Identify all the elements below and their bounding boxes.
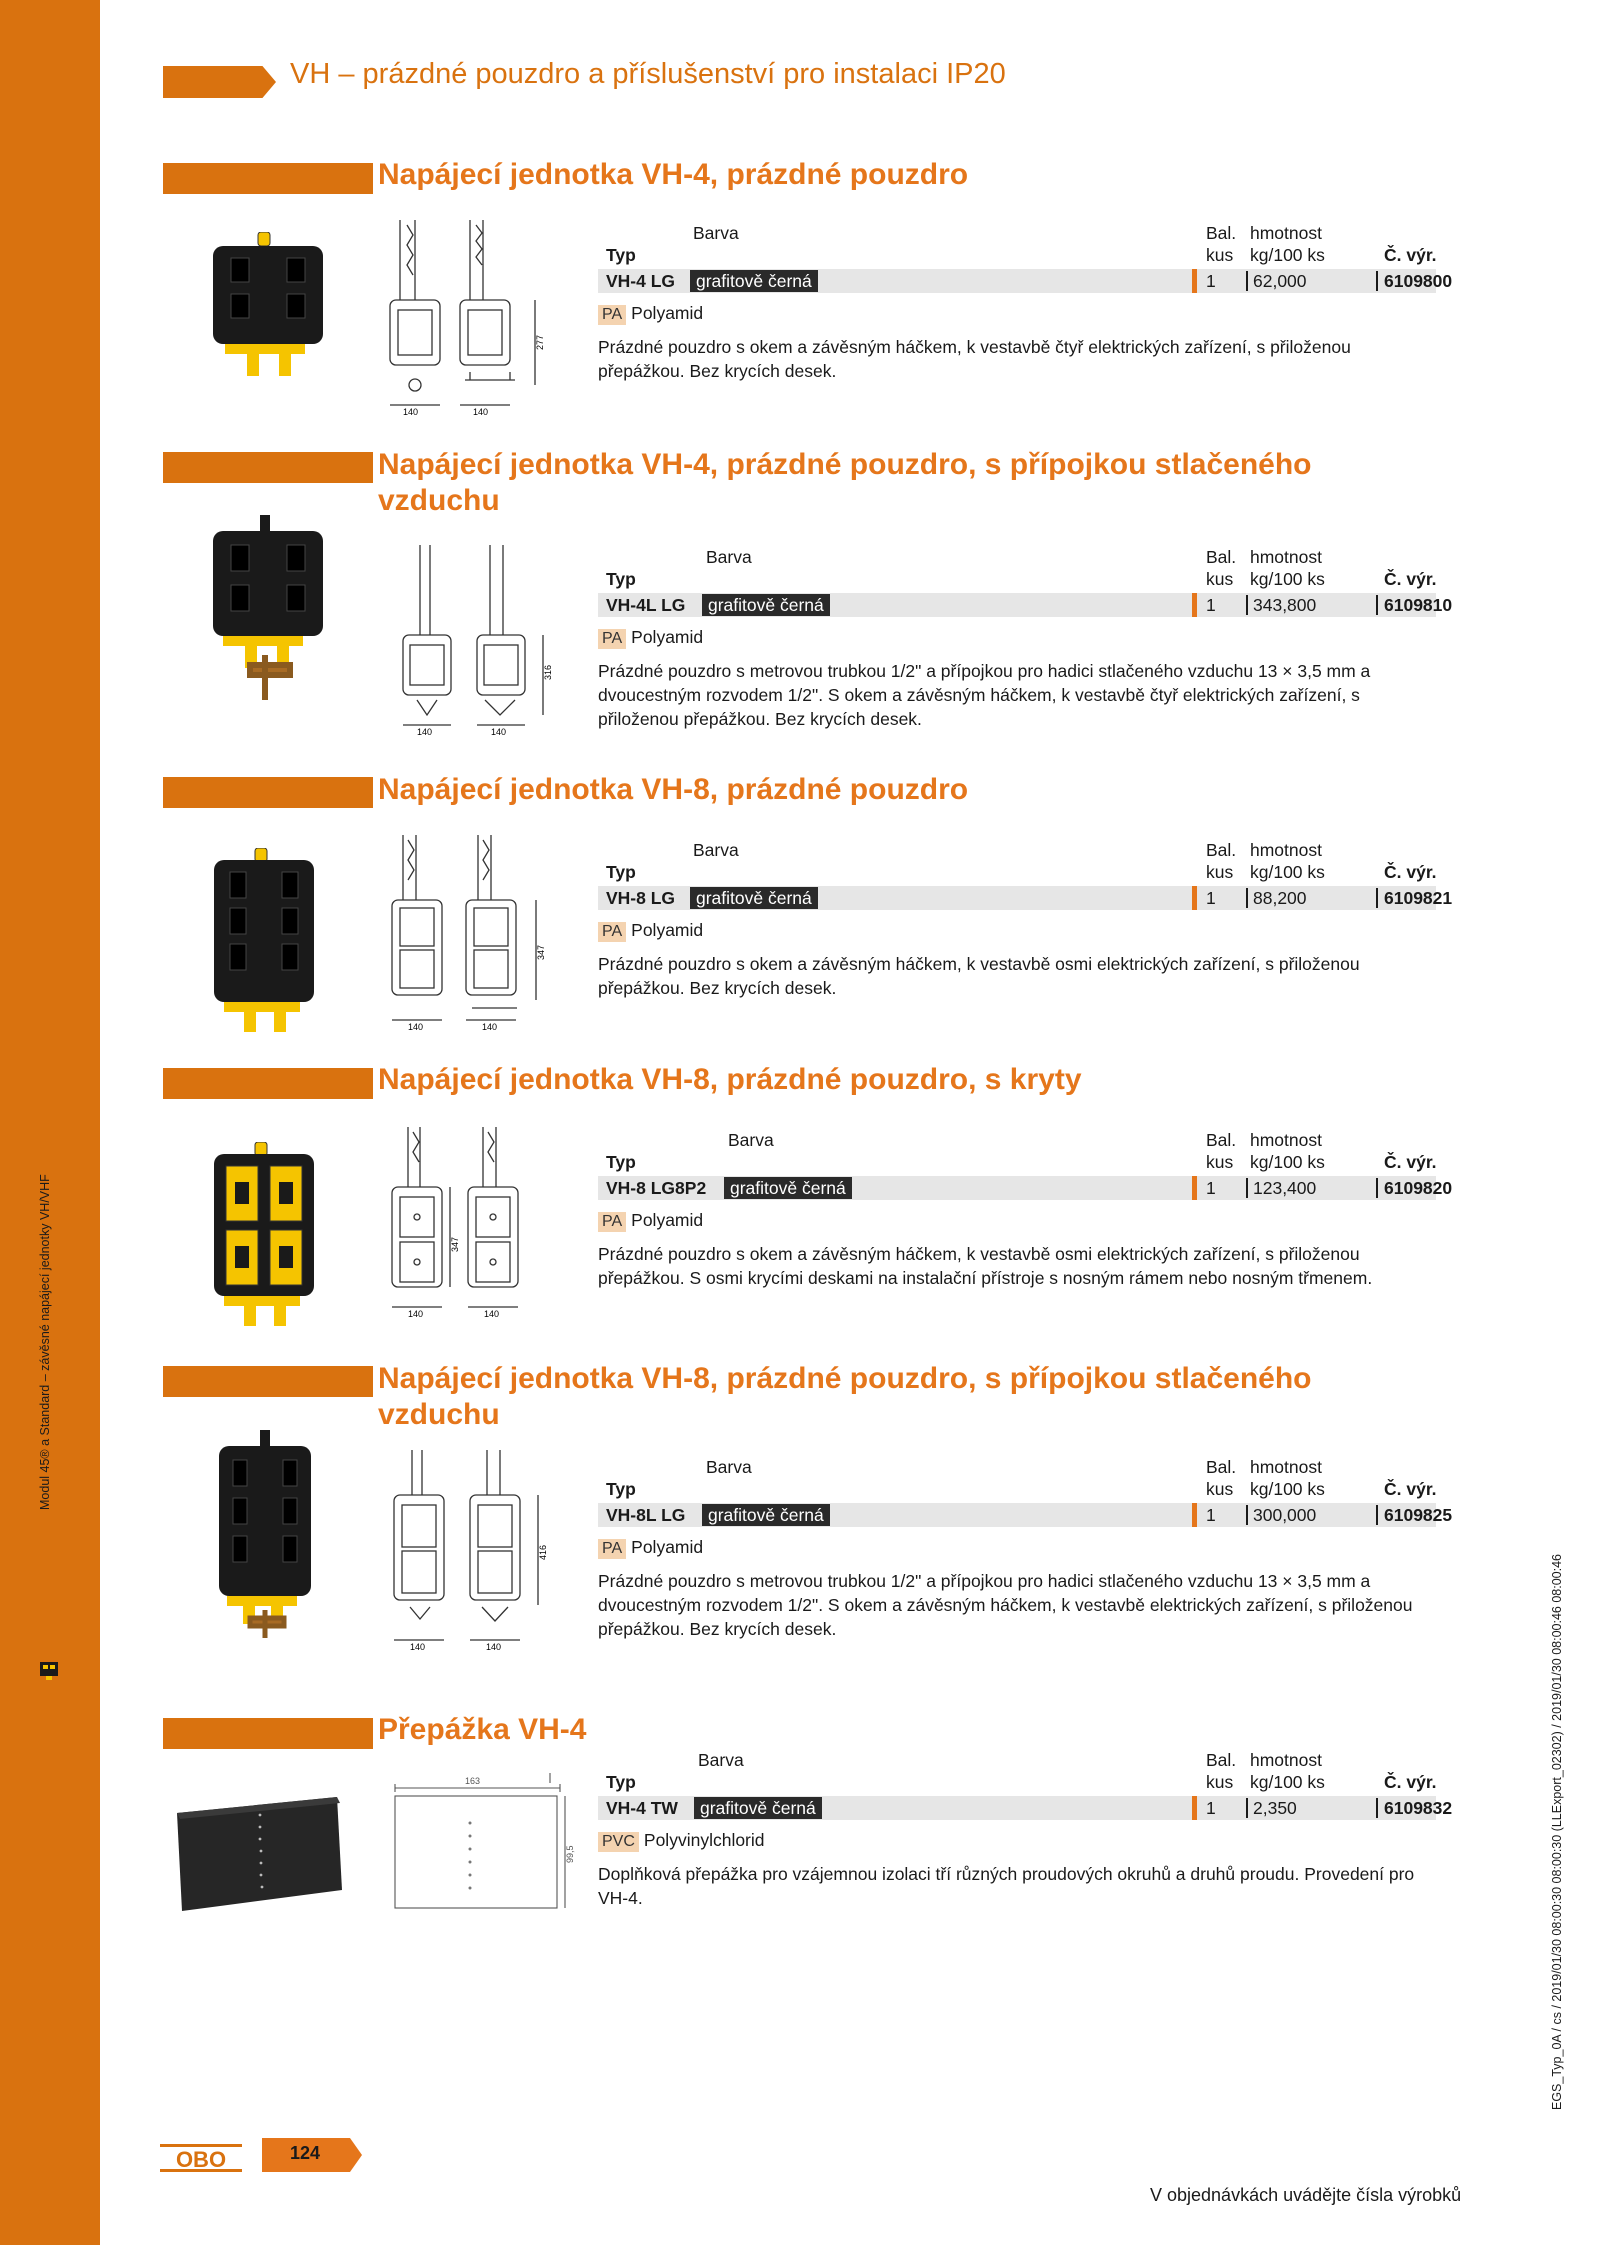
section-bar [163,777,373,808]
section-title: Napájecí jednotka VH-4, prázdné pouzdro [378,158,969,191]
product-photo [195,232,340,382]
col-kg: kg/100 ks [1250,862,1325,882]
product-photo [200,1142,335,1327]
col-kus: kus [1206,245,1234,265]
dim-label: 140 [491,727,507,737]
dim-label: 140 [417,727,433,737]
page-number: 124 [290,2143,321,2163]
material [598,627,703,649]
section-bar [163,452,373,483]
product-code: VH-4 LG [606,271,676,291]
product-code: VH-8 LG [606,888,676,908]
section-bar [163,1718,373,1749]
description: Prázdné pouzdro s okem a závěsným háčkem, k vestavbě osmi elektrických zařízení, s přiloženou přepážkou. S osmi krycími deskami na instalační přístroje s nosným rámem nebo nosným třmenem. [598,1244,1373,1288]
color-badge: grafitově černá [702,594,830,616]
product-photo [205,1430,335,1640]
product-photo [172,1795,347,1913]
material-code: PA [598,629,626,649]
dim-label: 140 [484,1309,500,1319]
dim-label: 140 [473,407,489,417]
color-badge: grafitově černá [702,1504,830,1526]
col-hmotnost: hmotnost [1250,1750,1322,1770]
qty: 1 [1206,1178,1216,1198]
material-name: Polyamid [631,920,704,940]
col-barva: Barva [728,1130,774,1150]
material-code: PA [598,1539,626,1559]
col-kg: kg/100 ks [1250,245,1325,265]
col-hmotnost: hmotnost [1250,1130,1322,1150]
col-kg: kg/100 ks [1250,1479,1325,1499]
col-barva: Barva [706,1457,752,1477]
weight: 62,000 [1253,271,1307,291]
dim-label: 140 [408,1022,424,1030]
col-hmotnost: hmotnost [1250,1457,1322,1477]
product-photo [195,515,340,700]
table-row [598,593,1453,617]
description: Prázdné pouzdro s okem a závěsným háčkem, k vestavbě čtyř elektrických zařízení, s přiloženou přepážkou. Bez krycích desek. [598,337,1351,381]
col-cvyr: Č. výr. [1384,1152,1437,1172]
color-badge: grafitově černá [694,1797,822,1819]
col-kus: kus [1206,862,1234,882]
dim-label: 347 [450,1236,460,1252]
sidebar [0,0,100,2245]
order-number: 6109820 [1384,1178,1453,1198]
description: Prázdné pouzdro s okem a závěsným háčkem, k vestavbě osmi elektrických zařízení, s přiloženou přepážkou. Bez krycích desek. [598,954,1360,998]
obo-logo [160,2140,242,2176]
material-name: Polyamid [631,627,704,647]
material [598,303,703,325]
qty: 1 [1206,595,1216,615]
material [598,1537,703,1559]
table-row [598,1503,1453,1527]
section-title: Napájecí jednotka VH-4, prázdné pouzdro, s přípojkou stlačeného vzduchu [378,448,1312,517]
order-number: 6109800 [1384,271,1453,291]
accent-bar [1192,593,1197,617]
col-barva: Barva [706,547,752,567]
product-icon [37,1660,61,1682]
technical-drawing [390,1445,570,1655]
col-cvyr: Č. výr. [1384,245,1437,265]
technical-drawing [388,830,568,1030]
col-kus: kus [1206,1479,1234,1499]
material-code: PA [598,922,626,942]
col-bal: Bal. [1206,1750,1237,1770]
weight: 123,400 [1253,1178,1317,1198]
col-kg: kg/100 ks [1250,569,1325,589]
accent-bar [1192,1503,1197,1527]
qty: 1 [1206,1798,1216,1818]
col-typ: Typ [606,1479,636,1499]
color-badge: grafitově černá [690,887,818,909]
weight: 300,000 [1253,1505,1317,1525]
col-bal: Bal. [1206,223,1237,243]
document-code: EGS_Typ_0A / cs / 2019/01/30 08:00:30 08:00:30 (LLExport_02302) / 2019/01/30 08:00:46 08:00:46 [1550,1554,1564,2110]
description: Doplňková přepážka pro vzájemnou izolaci tří různých proudových okruhů a druhů proudu. Provedení pro VH-4. [598,1864,1415,1908]
description: Prázdné pouzdro s metrovou trubkou 1/2" a přípojkou pro hadici stlačeného vzduchu 13 × 3,5 mm a dvoucestným rozvodem 1/2". S okem a závěsným háčkem, k vestavbě čtyř elektrických zařízení, s přiloženou přepážkou. Bez krycích desek. [598,661,1371,729]
col-kg: kg/100 ks [1250,1152,1325,1172]
section-title: Napájecí jednotka VH-8, prázdné pouzdro, s kryty [378,1063,1082,1096]
dim-label: 163 [465,1776,481,1786]
dim-label: 140 [486,1642,502,1652]
order-number: 6109832 [1384,1798,1453,1818]
col-kus: kus [1206,1772,1234,1792]
dim-label: 277 [535,334,545,350]
logo-text: OBO [175,2147,227,2172]
technical-drawing [385,215,570,420]
dim-label: 99,5 [565,1845,575,1863]
col-cvyr: Č. výr. [1384,1479,1437,1499]
section-title: Přepážka VH-4 [378,1713,587,1746]
col-barva: Barva [698,1750,744,1770]
color-badge: grafitově černá [724,1177,852,1199]
material-code: PA [598,1212,626,1232]
page-title: VH – prázdné pouzdro a příslušenství pro instalaci IP20 [290,58,1006,90]
section-bar [163,1068,373,1099]
material-name: Polyamid [631,1537,704,1557]
order-number: 6109810 [1384,595,1453,615]
col-barva: Barva [693,840,739,860]
order-number: 6109825 [1384,1505,1453,1525]
col-typ: Typ [606,245,636,265]
section-bar [163,1366,373,1397]
dim-label: 140 [403,407,419,417]
col-hmotnost: hmotnost [1250,223,1322,243]
product-code: VH-8L LG [606,1505,686,1525]
col-typ: Typ [606,862,636,882]
col-kus: kus [1206,1152,1234,1172]
col-kg: kg/100 ks [1250,1772,1325,1792]
col-bal: Bal. [1206,547,1237,567]
col-bal: Bal. [1206,1457,1237,1477]
col-typ: Typ [606,569,636,589]
material [598,1830,765,1852]
material-name: Polyamid [631,303,704,323]
col-hmotnost: hmotnost [1250,547,1322,567]
dim-label: 316 [543,664,553,680]
material-name: Polyvinylchlorid [643,1830,765,1850]
product-photo [200,848,335,1033]
col-kus: kus [1206,569,1234,589]
dim-label: 140 [410,1642,426,1652]
accent-bar [1192,1176,1197,1200]
table-row [598,1176,1453,1200]
accent-bar [1192,1796,1197,1820]
section-title: Napájecí jednotka VH-8, prázdné pouzdro, s přípojkou stlačeného vzduchu [378,1362,1312,1431]
color-badge: grafitově černá [690,270,818,292]
col-cvyr: Č. výr. [1384,862,1437,882]
section-bar [163,163,373,194]
technical-drawing [388,1122,568,1322]
weight: 2,350 [1253,1798,1297,1818]
weight: 343,800 [1253,595,1317,615]
footer-note: V objednávkách uvádějte čísla výrobků [1150,2185,1462,2205]
product-code: VH-4 TW [606,1798,678,1818]
qty: 1 [1206,271,1216,291]
col-bal: Bal. [1206,840,1237,860]
col-cvyr: Č. výr. [1384,1772,1437,1792]
qty: 1 [1206,888,1216,908]
technical-drawing [390,1768,575,1918]
qty: 1 [1206,1505,1216,1525]
table-row [598,269,1453,293]
accent-bar [1192,269,1197,293]
col-typ: Typ [606,1772,636,1792]
material [598,920,703,942]
sidebar-text: Modul 45® a Standard – závěsné napájecí jednotky VH/VHF [38,1174,52,1510]
material-name: Polyamid [631,1210,704,1230]
material [598,1210,703,1232]
col-bal: Bal. [1206,1130,1237,1150]
order-number: 6109821 [1384,888,1453,908]
section-title: Napájecí jednotka VH-8, prázdné pouzdro [378,773,969,806]
accent-bar [1192,886,1197,910]
dim-label: 140 [482,1022,498,1030]
table-row [598,1796,1453,1820]
description: Prázdné pouzdro s metrovou trubkou 1/2" a přípojkou pro hadici stlačeného vzduchu 13 × 3,5 mm a dvoucestným rozvodem 1/2". S okem a závěsným háčkem, k vestavbě elektrických zařízení, s přiloženou přepážkou. Bez krycích desek. [598,1571,1413,1639]
col-cvyr: Č. výr. [1384,569,1437,589]
material-code: PVC [598,1832,639,1852]
product-code: VH-4L LG [606,595,686,615]
dim-label: 347 [536,944,546,960]
weight: 88,200 [1253,888,1307,908]
col-hmotnost: hmotnost [1250,840,1322,860]
material-code: PA [598,305,626,325]
col-typ: Typ [606,1152,636,1172]
technical-drawing [395,540,570,740]
product-code: VH-8 LG8P2 [606,1178,707,1198]
header-tab [163,66,276,98]
dim-label: 140 [408,1309,424,1319]
dim-label: 416 [538,1544,548,1560]
table-row [598,886,1453,910]
col-barva: Barva [693,223,739,243]
